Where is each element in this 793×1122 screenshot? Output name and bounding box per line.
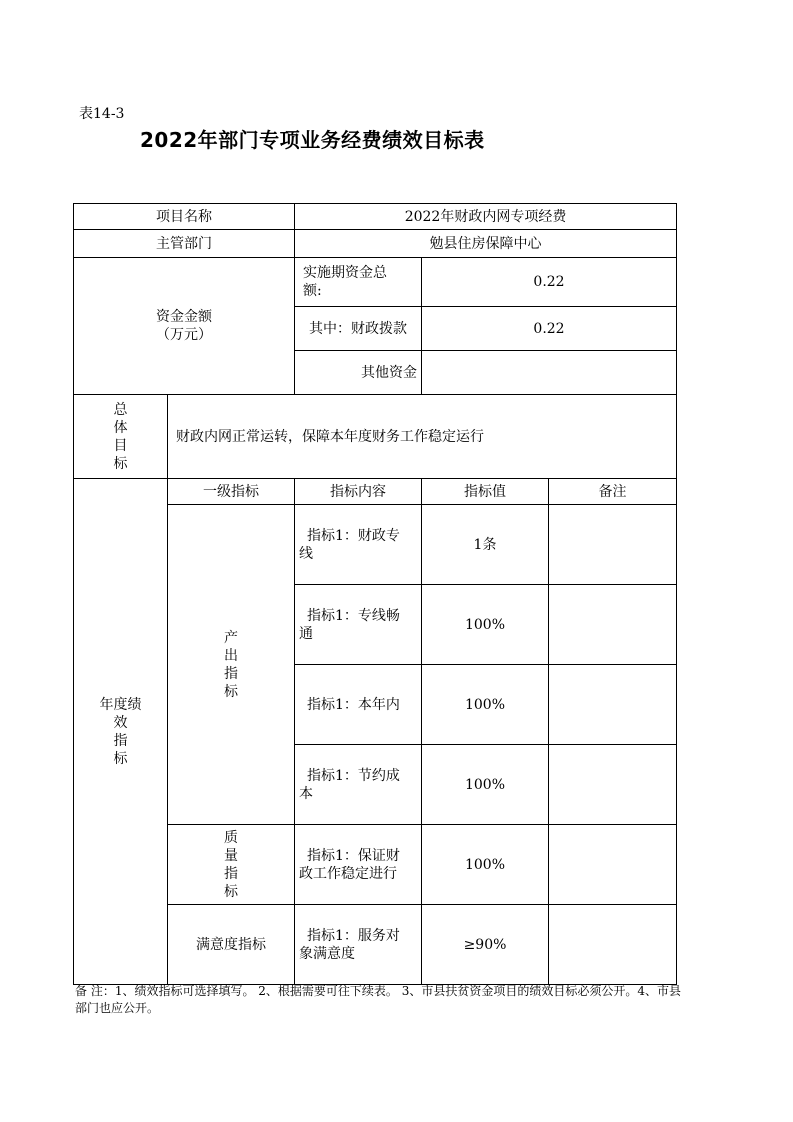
annual-header-row (74, 479, 677, 505)
funds-other-label: 其他资金 (295, 351, 422, 395)
indicator-content (295, 665, 422, 745)
annual-label-char: 标 (113, 750, 128, 767)
funds-total-label-line1: 实施期资金总 (303, 265, 387, 281)
quality-label-char: 标 (224, 883, 238, 900)
indicator-remark (549, 665, 677, 745)
funds-total-label (295, 258, 422, 307)
output-label-char: 产 (224, 629, 238, 646)
funds-total-row (74, 258, 677, 307)
quality-label-char: 指 (224, 865, 238, 882)
funds-fiscal-value: 0.22 (422, 307, 677, 351)
quality-indicator-label (168, 825, 295, 905)
indicator-content-line2: 象满意度 (299, 945, 355, 962)
annual-label-char: 效 (113, 714, 128, 731)
annual-indicators-label (74, 479, 168, 985)
table-number: 表14-3 (79, 106, 125, 122)
annual-label-char: 指 (113, 732, 128, 749)
overall-goal-char: 体 (113, 419, 128, 436)
funds-total-value: 0.22 (422, 258, 677, 307)
indicator-content (295, 745, 422, 825)
indicator-remark (549, 905, 677, 985)
indicator-content (295, 905, 422, 985)
indicator-content (295, 505, 422, 585)
header-value: 指标值 (422, 479, 549, 505)
funds-total-label-line2: 额: (303, 283, 322, 299)
header-level1: 一级指标 (168, 479, 295, 505)
overall-goal-char: 目 (113, 437, 128, 454)
annual-label-char: 年度绩 (99, 696, 142, 713)
output-label-char: 出 (224, 647, 238, 664)
overall-goal-row (74, 395, 677, 479)
quality-label-char: 质 (224, 829, 238, 846)
output-label-char: 标 (224, 683, 238, 700)
indicator-content-line1: 指标1：服务对 (307, 927, 400, 944)
overall-goal-char: 总 (113, 401, 128, 418)
indicator-value: 100% (422, 665, 549, 745)
indicator-content-line2: 政工作稳定进行 (299, 865, 397, 882)
indicator-content-line2: 本 (299, 785, 313, 802)
indicator-content-line1: 指标1：节约成 (307, 767, 400, 784)
indicator-content-line1: 指标1：保证财 (307, 847, 400, 864)
indicator-value: 100% (422, 825, 549, 905)
funds-label-line2: （万元） (156, 327, 212, 343)
funds-label (74, 258, 295, 395)
department-label: 主管部门 (74, 230, 295, 258)
indicator-content (295, 825, 422, 905)
project-name-value: 2022年财政内网专项经费 (295, 204, 677, 230)
satisfaction-indicator-label: 满意度指标 (168, 905, 295, 985)
overall-goal-char: 标 (113, 455, 128, 472)
indicator-remark (549, 505, 677, 585)
footnote: 备 注：1、绩效指标可选择填写。 2、根据需要可往下续表。 3、市县扶贫资金项目的绩效目标必须公开。4、市县部门也应公开。 (75, 984, 681, 1015)
indicator-value: 1条 (422, 505, 549, 585)
indicator-remark (549, 745, 677, 825)
output-label-char: 指 (224, 665, 238, 682)
indicator-content-line2: 线 (299, 545, 313, 562)
indicator-content-line1: 指标1：财政专 (307, 527, 400, 544)
page-title: 2022年部门专项业务经费绩效目标表 (140, 128, 485, 152)
indicator-content (295, 585, 422, 665)
output-indicator-label (168, 505, 295, 825)
project-name-label: 项目名称 (74, 204, 295, 230)
indicator-value: 100% (422, 745, 549, 825)
funds-label-line1: 资金金额 (156, 309, 212, 325)
indicator-content-line1: 指标1：专线畅 (307, 607, 400, 624)
indicator-remark (549, 585, 677, 665)
department-value: 勉县住房保障中心 (295, 230, 677, 258)
funds-fiscal-label: 其中：财政拨款 (295, 307, 422, 351)
project-name-row (74, 204, 677, 230)
indicator-remark (549, 825, 677, 905)
overall-goal-label (74, 395, 168, 479)
indicator-value: 100% (422, 585, 549, 665)
indicator-content-line2: 通 (299, 625, 313, 642)
indicator-content-line1: 指标1：本年内 (307, 696, 400, 713)
header-content: 指标内容 (295, 479, 422, 505)
performance-target-table (73, 203, 677, 985)
overall-goal-text: 财政内网正常运转，保障本年度财务工作稳定运行 (168, 395, 677, 479)
header-remark: 备注 (549, 479, 677, 505)
department-row (74, 230, 677, 258)
indicator-value: ≥90% (422, 905, 549, 985)
funds-other-value (422, 351, 677, 395)
quality-label-char: 量 (224, 847, 238, 864)
